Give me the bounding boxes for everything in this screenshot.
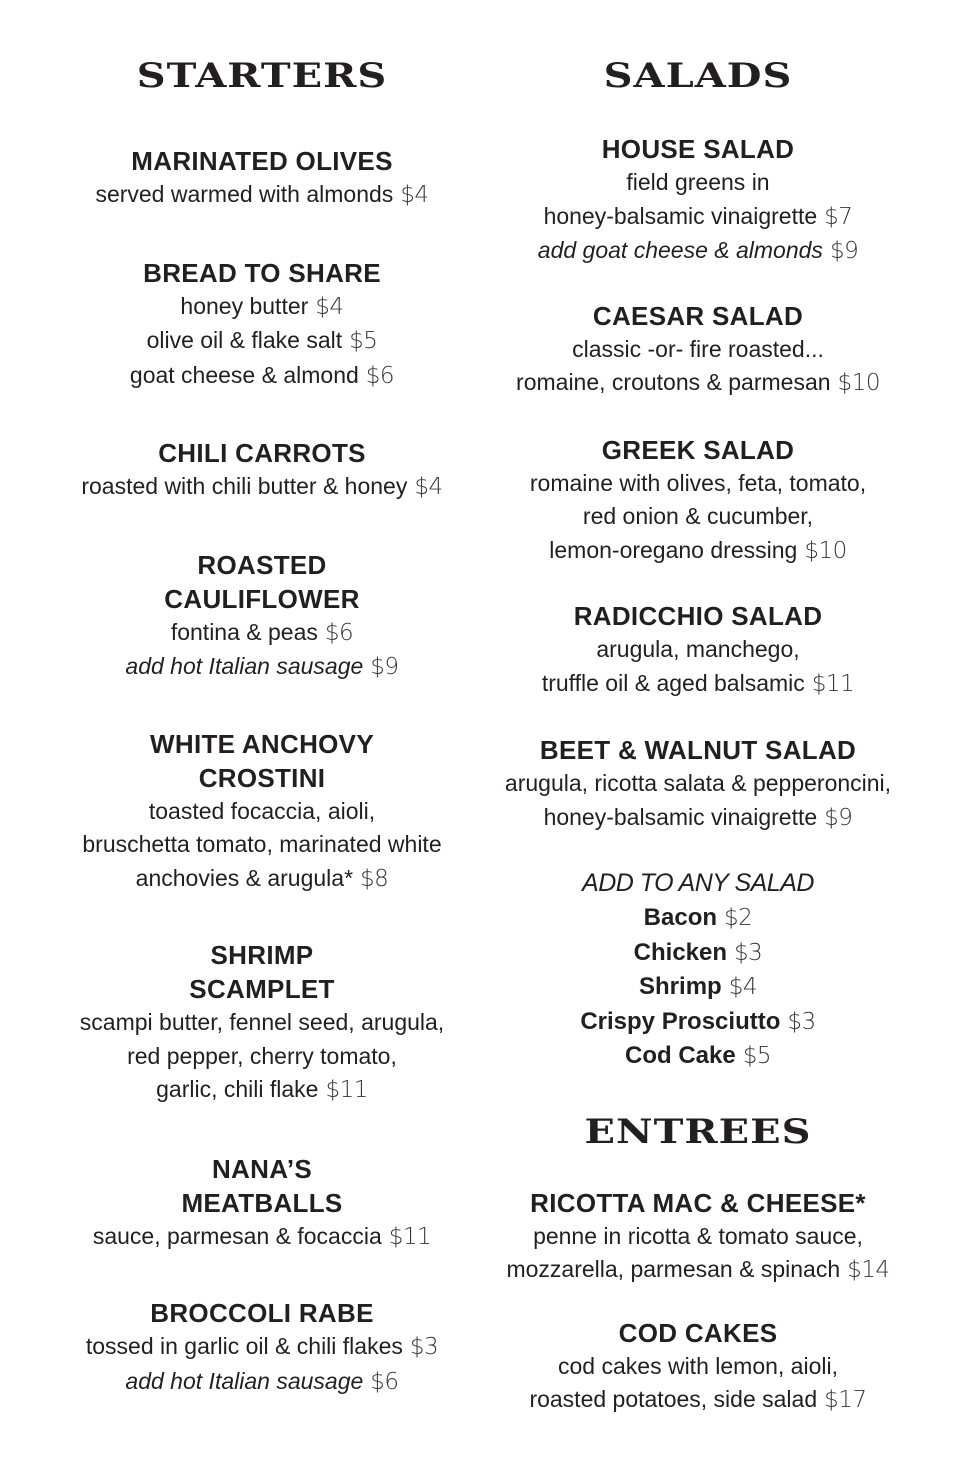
item-price: $7 [824, 203, 853, 230]
salads-title: SALADS [603, 55, 793, 96]
item-line [478, 467, 918, 501]
item-line [478, 1383, 918, 1418]
item-desc: toasted focaccia, aioli, [148, 797, 376, 824]
item-line [42, 1006, 482, 1040]
addon-name: Chicken [633, 938, 728, 966]
item-price: $11 [388, 1223, 432, 1250]
item-desc: truffle oil & aged balsamic [541, 669, 805, 696]
item-name: BROCCOLI RABE [150, 1298, 374, 1328]
item-line [42, 1330, 482, 1365]
item-line [42, 1365, 482, 1400]
addon-line [478, 970, 918, 1005]
item-name: HOUSE SALAD [601, 134, 795, 164]
item-desc: honey-balsamic vinaigrette [543, 803, 818, 830]
item-desc: fontina & peas [170, 618, 318, 645]
item-price: $14 [847, 1257, 890, 1283]
item-price: $4 [414, 474, 443, 500]
item-line [478, 633, 918, 667]
item-line [42, 359, 482, 394]
addon-line [478, 1005, 918, 1040]
item-name: GREEK SALAD [601, 434, 795, 465]
item-line [478, 667, 918, 702]
item-desc: lemon-oregano dressing [549, 536, 798, 563]
item-line [42, 1073, 482, 1108]
addon-name: Crispy Prosciutto [580, 1007, 781, 1035]
item-name: SHRIMP [210, 940, 314, 970]
menu-item-cod-cakes [478, 1316, 918, 1418]
item-line [478, 767, 918, 801]
item-desc: honey butter [180, 292, 309, 319]
item-price: $6 [370, 1368, 399, 1395]
menu-item-broccoli-rabe [42, 1296, 482, 1399]
item-line [42, 616, 482, 651]
menu-item-marinated-olives [42, 144, 482, 213]
item-line [478, 234, 918, 269]
item-price: $6 [324, 619, 354, 646]
item-name: NANA’S [211, 1153, 313, 1184]
item-desc: penne in ricotta & tomato sauce, [533, 1222, 863, 1249]
item-desc: honey-balsamic vinaigrette [543, 202, 818, 229]
item-desc: add hot Italian sausage [125, 653, 364, 679]
item-line [42, 178, 482, 213]
item-line [478, 1253, 918, 1288]
item-price: $4 [315, 293, 344, 320]
item-line [478, 333, 918, 367]
menu-item-chili-carrots [42, 436, 482, 505]
item-desc: add goat cheese & almonds [537, 237, 823, 263]
item-desc: romaine with olives, feta, tomato, [529, 469, 867, 496]
addon-price: $3 [787, 1008, 816, 1035]
item-name: COD CAKES [618, 1317, 778, 1348]
item-name: BEET & WALNUT SALAD [539, 735, 857, 765]
item-name: CHILI CARROTS [158, 438, 366, 468]
starters-title: STARTERS [136, 55, 388, 96]
menu-item-ricotta-mac-cheese [478, 1186, 918, 1288]
item-name: ROASTED [197, 549, 327, 580]
item-price: $6 [365, 362, 395, 389]
addon-price: $3 [734, 939, 763, 966]
item-name: RICOTTA MAC & CHEESE* [530, 1187, 866, 1218]
item-desc: olive oil & flake salt [146, 327, 343, 353]
item-name: MARINATED OLIVES [131, 146, 393, 176]
item-price: $11 [811, 670, 855, 697]
addon-line [478, 901, 918, 936]
item-line [478, 366, 918, 401]
item-line [42, 862, 482, 897]
item-price: $9 [824, 804, 853, 831]
item-desc: bruschetta tomato, marinated white [82, 831, 442, 857]
item-desc: romaine, croutons & parmesan [516, 369, 831, 395]
item-desc: roasted potatoes, side salad [529, 1386, 818, 1412]
addon-price: $2 [724, 905, 753, 931]
entrees-title: ENTREES [584, 1111, 812, 1152]
item-desc: sauce, parmesan & focaccia [92, 1222, 382, 1249]
item-line [478, 801, 918, 836]
item-line [42, 795, 482, 829]
addon-line [478, 936, 918, 971]
item-price: $5 [349, 328, 378, 354]
item-desc: scampi butter, fennel seed, arugula, [79, 1009, 445, 1035]
salads-column [478, 0, 918, 1418]
menu-item-greek-salad [478, 433, 918, 569]
menu-item-beet-walnut-salad [478, 733, 918, 835]
item-price: $9 [370, 654, 399, 680]
item-name: CAESAR SALAD [592, 300, 804, 331]
item-desc: garlic, chili flake [156, 1076, 319, 1102]
menu-item-house-salad [478, 132, 918, 269]
item-price: $4 [400, 182, 429, 208]
addon-price: $5 [742, 1043, 771, 1069]
item-line [42, 650, 482, 685]
item-price: $11 [325, 1077, 368, 1103]
item-line [42, 1220, 482, 1255]
addon-name: Cod Cake [625, 1042, 736, 1069]
item-desc: goat cheese & almond [129, 361, 359, 388]
item-name: BREAD TO SHARE [143, 257, 381, 288]
item-desc: anchovies & arugula* [135, 864, 354, 891]
item-line [478, 166, 918, 200]
item-desc: tossed in garlic oil & chili flakes [85, 1333, 403, 1359]
item-line [478, 500, 918, 534]
item-line [478, 1350, 918, 1384]
item-name: CAULIFLOWER [164, 583, 360, 614]
add-to-any-salad [478, 865, 918, 1074]
item-line [42, 290, 482, 325]
item-name: MEATBALLS [181, 1187, 343, 1218]
item-name: SCAMPLET [189, 974, 335, 1004]
menu-item-nanas-meatballs [42, 1152, 482, 1255]
menu-item-caesar-salad [478, 299, 918, 401]
item-desc: red pepper, cherry tomato, [127, 1042, 397, 1069]
item-price: $17 [824, 1387, 867, 1413]
item-line [42, 828, 482, 862]
item-price: $3 [409, 1334, 439, 1360]
menu-item-roasted-cauliflower [42, 548, 482, 685]
item-name: RADICCHIO SALAD [573, 601, 823, 631]
item-line [42, 324, 482, 359]
item-price: $8 [360, 865, 389, 892]
item-price: $10 [837, 370, 880, 396]
item-price: $10 [804, 537, 847, 564]
item-desc: add hot Italian sausage [125, 1367, 364, 1394]
item-desc: red onion & cucumber, [582, 503, 814, 529]
item-desc: served warmed with almonds [95, 181, 394, 207]
item-line [478, 1220, 918, 1254]
menu-item-shrimp-scamplet [42, 938, 482, 1108]
starters-column [42, 0, 482, 1399]
item-desc: arugula, ricotta salata & pepperoncini, [504, 770, 892, 796]
menu-item-radicchio-salad [478, 599, 918, 701]
item-desc: field greens in [626, 169, 770, 195]
addon-line [478, 1039, 918, 1074]
item-line [478, 534, 918, 569]
menu-item-white-anchovy-crostini [42, 727, 482, 897]
item-desc: classic -or- fire roasted... [572, 335, 824, 362]
addon-title: ADD TO ANY SALAD [582, 869, 814, 897]
item-line [42, 470, 482, 505]
item-desc: arugula, manchego, [596, 636, 800, 662]
menu-item-bread-to-share [42, 256, 482, 394]
addon-price: $4 [728, 974, 757, 1000]
addon-name: Shrimp [639, 973, 722, 1000]
item-name: WHITE ANCHOVY [150, 728, 374, 759]
item-name: CROSTINI [198, 762, 326, 793]
item-desc: mozzarella, parmesan & spinach [506, 1256, 841, 1282]
item-line [478, 200, 918, 235]
item-desc: roasted with chili butter & honey [81, 473, 408, 499]
addon-name: Bacon [643, 904, 718, 931]
item-desc: cod cakes with lemon, aioli, [558, 1352, 838, 1379]
item-price: $9 [829, 238, 859, 264]
item-line [42, 1040, 482, 1074]
